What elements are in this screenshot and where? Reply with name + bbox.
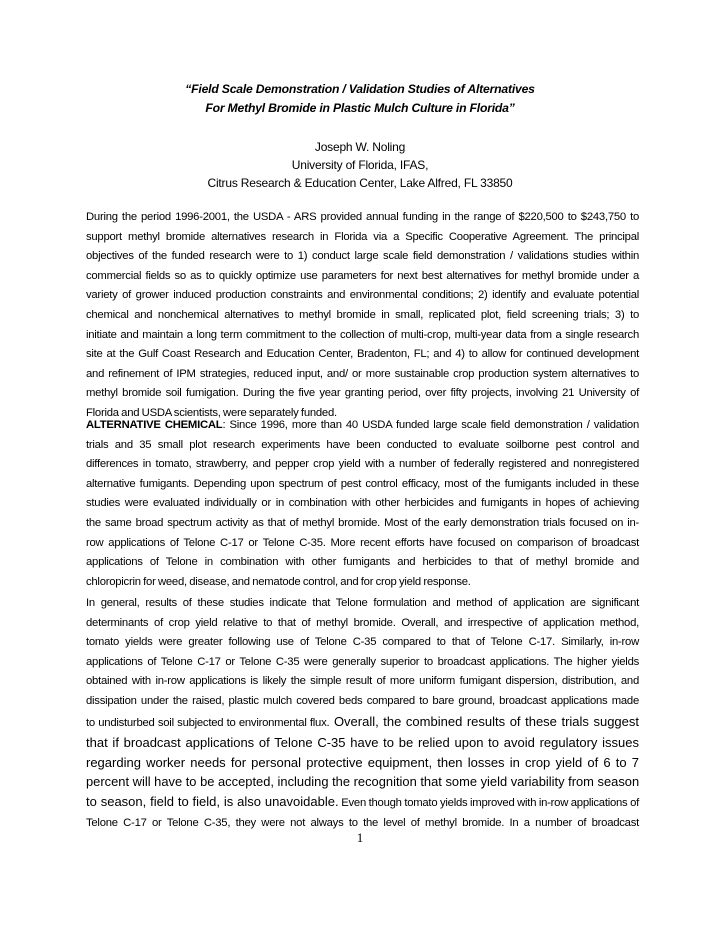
title-line-2: For Methyl Bromide in Plastic Mulch Culture in Florida” <box>205 101 515 115</box>
author-name: Joseph W. Noling <box>314 140 406 154</box>
paragraph-line: trials and 35 small plot research experiments have been conducted to evaluate soilborne pest control and <box>86 438 639 451</box>
paragraph-line: initiate and maintain a long term commitment to the collection of multi-crop, multi-year data from a single research <box>86 328 639 341</box>
paragraph-line: regarding worker needs for personal protective equipment, then losses in crop yield of 6 to 7 <box>86 754 639 770</box>
paragraph-line: studies were evaluated individually or in combination with other herbicides and fumigants in hopes of achieving <box>86 497 639 510</box>
paragraph-line: that if broadcast applications of Telone C-35 have to be relied upon to avoid regulatory issues <box>86 735 639 751</box>
paragraph-text: : Since 1996, more than 40 USDA funded large scale field demonstration / validation <box>222 419 639 431</box>
paragraph-line <box>86 792 639 814</box>
paragraph-line: percent will have to be accepted, including the recognition that some yield variability from season <box>86 774 640 790</box>
paragraph-line: chemical and nonchemical alternatives to methyl bromide in small, replicated plot, field screening trials; 3) to <box>86 308 639 321</box>
paragraph-line: obtained with in-row applications is likely the simple result of more uniform fumigant dispersion, distribution, and <box>86 675 639 688</box>
paragraph-line: In general, results of these studies indicate that Telone formulation and method of application are significant <box>86 597 639 609</box>
paragraph-alternative-chemical <box>86 416 639 592</box>
paragraph-line: tomato yields were greater following use of Telone C-35 compared to that of Telone C-17. Similarly, in-row <box>86 636 639 649</box>
paragraph-line: objectives of the funded research were to 1) conduct large scale field demonstration / validations studies within <box>86 250 639 263</box>
paragraph-text: Even though tomato yields improved with in-row applications of <box>338 796 639 809</box>
paragraph-results <box>86 594 639 833</box>
section-heading: ALTERNATIVE CHEMICAL <box>86 419 223 431</box>
paragraph-line: alternative fumigants. Depending upon spectrum of pest control efficacy, most of the fumigants included in these <box>86 477 639 490</box>
author-affiliation: University of Florida, IFAS, <box>291 158 429 172</box>
paragraph-line: and refinement of IPM strategies, reduced input, and/ or more sustainable crop production system alternatives to <box>86 367 639 380</box>
paragraph-line: support methyl bromide alternatives research in Florida via a Specific Cooperative Agreement. The principal <box>86 230 639 243</box>
paragraph-text: to undisturbed soil subjected to environmental flux. <box>86 716 330 729</box>
paragraph-line: Florida and USDA scientists, were separately funded. <box>86 406 337 419</box>
paragraph-line: site at the Gulf Coast Research and Education Center, Bradenton, FL; and 4) to allow for continued development <box>86 348 639 361</box>
paragraph-line: chloropicrin for weed, disease, and nematode control, and for crop yield response. <box>86 575 471 588</box>
page-number: 1 <box>356 830 364 845</box>
paragraph-line: the same broad spectrum activity as that of methyl bromide. Most of the early demonstration trials focused on in- <box>86 516 639 529</box>
paragraph-line: variety of grower induced production constraints and environmental conditions; 2) identify and evaluate potential <box>86 289 639 302</box>
title-line-1: “Field Scale Demonstration / Validation Studies of Alternatives <box>185 82 535 96</box>
paragraph-line: During the period 1996-2001, the USDA - ARS provided annual funding in the range of $220,500 to $243,750 to <box>86 211 639 223</box>
paragraph-line: determinants of crop yield relative to that of methyl bromide. Overall, and irrespective of application method, <box>86 616 639 629</box>
document-title <box>0 80 720 118</box>
paragraph-line: differences in tomato, strawberry, and pepper crop yield with a number of federally registered and nonregistered <box>86 458 639 471</box>
paragraph-line <box>86 416 639 436</box>
paragraph-line: commercial fields so as to quickly optimize use parameters for next best alternatives for methyl bromide under a <box>86 269 639 282</box>
paragraph-line: methyl bromide soil fumigation. During the five year granting period, over fifty projects, involving 21 University of <box>86 387 639 400</box>
paragraph-line: dissipation under the raised, plastic mulch covered beds compared to bare ground, broadcast applications made <box>86 694 639 707</box>
paragraph-intro <box>86 208 639 424</box>
paragraph-text-large: to season, field to field, is also unavoidable. <box>86 793 339 809</box>
paragraph-line <box>86 712 639 734</box>
author-block <box>0 138 720 192</box>
paragraph-text-large: Overall, the combined results of these trials suggest <box>329 713 639 729</box>
paragraph-line: applications of Telone in combination with other fumigants and herbicides to that of methyl bromide and <box>86 556 639 569</box>
author-address: Citrus Research & Education Center, Lake Alfred, FL 33850 <box>207 176 513 190</box>
paragraph-line: row applications of Telone C-17 or Telone C-35. More recent efforts have focused on comparison of broadcast <box>86 536 639 549</box>
paragraph-line: applications of Telone C-17 or Telone C-35 were generally superior to broadcast applications. The higher yields <box>86 655 639 668</box>
paragraph-line: Telone C-17 or Telone C-35, they were not always to the level of methyl bromide. In a number of broadcast <box>86 816 639 829</box>
